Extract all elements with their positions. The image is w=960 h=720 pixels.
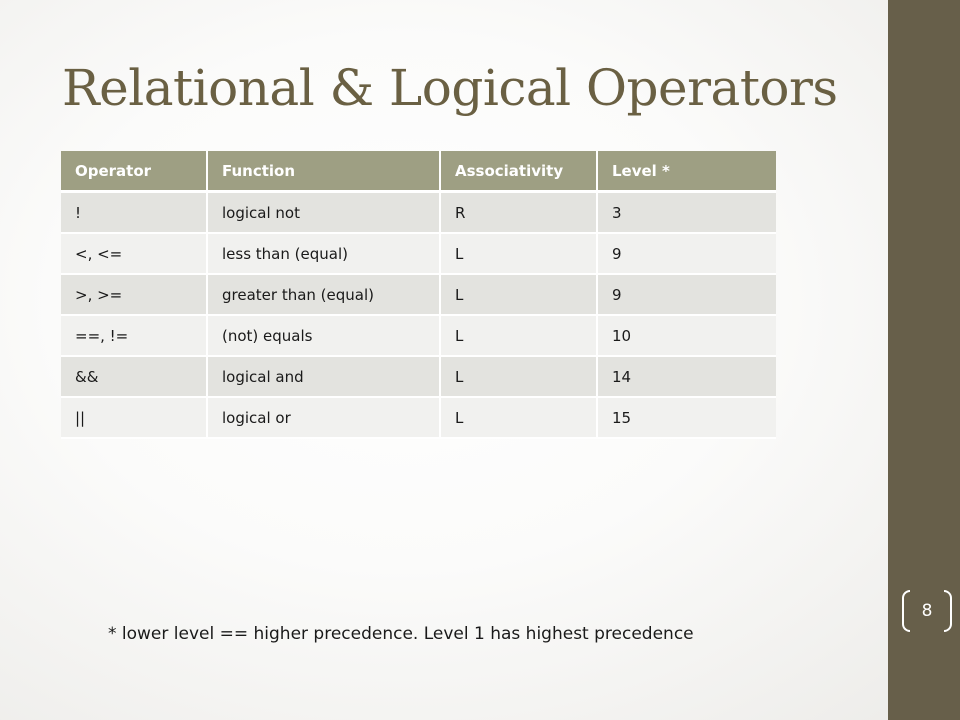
cell-function: greater than (equal) [207,274,440,315]
cell-level: 9 [597,233,776,274]
table-row [61,356,776,397]
cell-function: less than (equal) [207,233,440,274]
cell-operator: ! [61,192,207,234]
table-row [61,397,776,438]
header-operator: Operator [61,151,207,192]
cell-operator: >, >= [61,274,207,315]
cell-associativity: L [440,233,597,274]
cell-function: logical or [207,397,440,438]
table-row [61,315,776,356]
cell-level: 9 [597,274,776,315]
cell-function: logical and [207,356,440,397]
cell-associativity: L [440,315,597,356]
header-associativity: Associativity [440,151,597,192]
cell-operator: || [61,397,207,438]
footnote: * lower level == higher precedence. Level 1 has highest precedence [108,624,694,644]
cell-level: 10 [597,315,776,356]
table-header-row [61,151,776,192]
page-number-badge [902,590,952,632]
header-function: Function [207,151,440,192]
cell-level: 15 [597,397,776,438]
cell-associativity: R [440,192,597,234]
cell-associativity: L [440,274,597,315]
operators-table [61,151,776,439]
cell-level: 14 [597,356,776,397]
cell-function: logical not [207,192,440,234]
slide-title: Relational & Logical Operators [62,59,838,117]
right-bracket-icon [944,590,952,632]
table-row [61,233,776,274]
cell-associativity: L [440,397,597,438]
header-level: Level * [597,151,776,192]
cell-level: 3 [597,192,776,234]
table-row [61,192,776,234]
cell-function: (not) equals [207,315,440,356]
cell-operator: ==, != [61,315,207,356]
cell-operator: && [61,356,207,397]
table-row [61,274,776,315]
cell-associativity: L [440,356,597,397]
page-number: 8 [921,601,933,621]
cell-operator: <, <= [61,233,207,274]
